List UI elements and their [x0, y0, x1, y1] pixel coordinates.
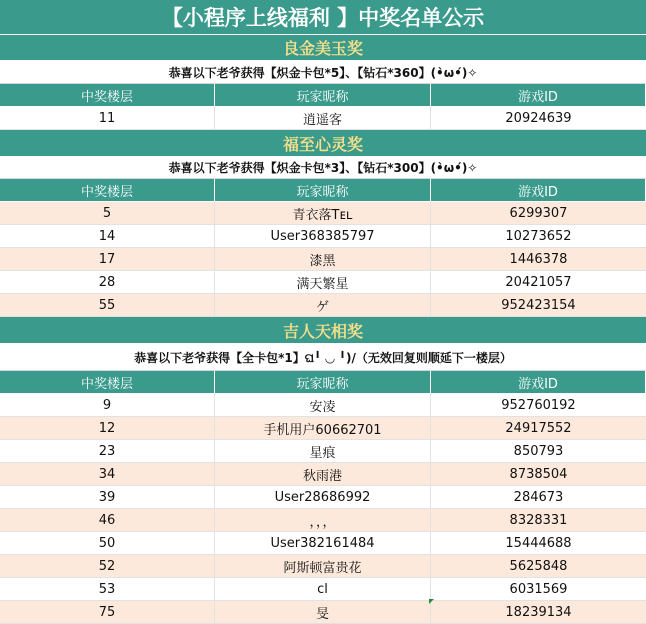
- section-subtitle-2: 恭喜以下老爷获得【炽金卡包*3】、【钻石*300】(•̀ω•́)✧: [0, 157, 646, 179]
- table-row: [0, 532, 646, 555]
- table-row: [0, 509, 646, 532]
- floor-cell: 14: [0, 225, 215, 247]
- header-floor: 中奖楼层: [0, 179, 215, 201]
- game-id-cell: 24917552: [505, 420, 572, 436]
- floor-cell: 50: [0, 532, 215, 554]
- header-game-id: 游戏ID: [431, 371, 646, 393]
- floor-cell: 5: [0, 202, 215, 224]
- floor-cell: 53: [0, 578, 215, 600]
- nickname-cell: 旻: [215, 601, 431, 623]
- section-title-2: 福至心灵奖: [0, 130, 646, 157]
- table-row: [0, 601, 646, 624]
- section-subtitle-3: 恭喜以下老爷获得【全卡包*1】ଘ╹ ◡ ╹)/（无效回复则顺延下一楼层）: [0, 344, 646, 371]
- table-row: [0, 271, 646, 294]
- section-subtitle-1: 恭喜以下老爷获得【炽金卡包*5】、【钻石*360】(•̀ω•́)✧: [0, 61, 646, 84]
- floor-cell: 17: [0, 248, 215, 270]
- floor-cell: 9: [0, 394, 215, 416]
- game-id-cell: 284673: [513, 489, 564, 505]
- nickname-cell: 秋雨港: [215, 463, 431, 485]
- header-nickname: 玩家昵称: [215, 371, 431, 393]
- table-row: [0, 578, 646, 601]
- nickname-cell: cl: [215, 578, 431, 600]
- nickname-cell: 漆黑: [215, 248, 431, 270]
- header-nickname: 玩家昵称: [215, 84, 431, 106]
- game-id-cell: 18239134: [505, 604, 572, 620]
- game-id-cell: 952423154: [501, 297, 576, 313]
- table-row: [0, 440, 646, 463]
- game-id-cell: 1446378: [509, 251, 568, 267]
- floor-cell: 55: [0, 294, 215, 316]
- nickname-cell: ゲ: [215, 294, 431, 316]
- table-row: [0, 107, 646, 130]
- game-id-cell: 20421057: [505, 274, 572, 290]
- game-id-cell: 6299307: [509, 205, 568, 221]
- table-row: [0, 486, 646, 509]
- nickname-cell: 阿斯顿富贵花: [215, 555, 431, 577]
- table-row: [0, 417, 646, 440]
- nickname-cell: User382161484: [215, 532, 431, 554]
- table-row: [0, 463, 646, 486]
- nickname-cell: 手机用户60662701: [215, 417, 431, 439]
- header-floor: 中奖楼层: [0, 371, 215, 393]
- nickname-cell: User368385797: [215, 225, 431, 247]
- table-row: [0, 225, 646, 248]
- section-title-1: 良金美玉奖: [0, 35, 646, 61]
- game-id-cell: 850793: [513, 443, 564, 459]
- game-id-cell: 5625848: [509, 558, 568, 574]
- floor-cell: 28: [0, 271, 215, 293]
- table-row: [0, 394, 646, 417]
- floor-cell: 75: [0, 601, 215, 623]
- game-id-cell: 952760192: [501, 397, 576, 413]
- nickname-cell: 逍遥客: [215, 107, 431, 129]
- nickname-cell: User28686992: [215, 486, 431, 508]
- game-id-cell: 8738504: [509, 466, 568, 482]
- table-row: [0, 555, 646, 578]
- floor-cell: 34: [0, 463, 215, 485]
- section-title-3: 吉人天相奖: [0, 317, 646, 344]
- table-row: [0, 294, 646, 317]
- nickname-cell: 安凌: [215, 394, 431, 416]
- nickname-cell: ，，，: [215, 509, 431, 531]
- nickname-cell: 满天繁星: [215, 271, 431, 293]
- game-id-cell: 6031569: [509, 581, 568, 597]
- table-header-2: [0, 179, 646, 202]
- floor-cell: 46: [0, 509, 215, 531]
- table-header-1: [0, 84, 646, 107]
- table-header-3: [0, 371, 646, 394]
- header-game-id: 游戏ID: [431, 179, 646, 201]
- floor-cell: 11: [0, 107, 215, 129]
- table-row: [0, 202, 646, 225]
- nickname-cell: 青衣落Tᴇʟ: [215, 202, 431, 224]
- floor-cell: 39: [0, 486, 215, 508]
- game-id-cell: 8328331: [509, 512, 568, 528]
- header-game-id: 游戏ID: [431, 84, 646, 106]
- game-id-cell: 15444688: [505, 535, 572, 551]
- nickname-cell: 星痕: [215, 440, 431, 462]
- table-row: [0, 248, 646, 271]
- floor-cell: 12: [0, 417, 215, 439]
- floor-cell: 23: [0, 440, 215, 462]
- cell-comment-marker: [429, 599, 434, 604]
- header-floor: 中奖楼层: [0, 84, 215, 106]
- page-title: 【小程序上线福利 】中奖名单公示: [0, 0, 646, 35]
- header-nickname: 玩家昵称: [215, 179, 431, 201]
- game-id-cell: 10273652: [505, 228, 572, 244]
- floor-cell: 52: [0, 555, 215, 577]
- game-id-cell: 20924639: [505, 110, 572, 126]
